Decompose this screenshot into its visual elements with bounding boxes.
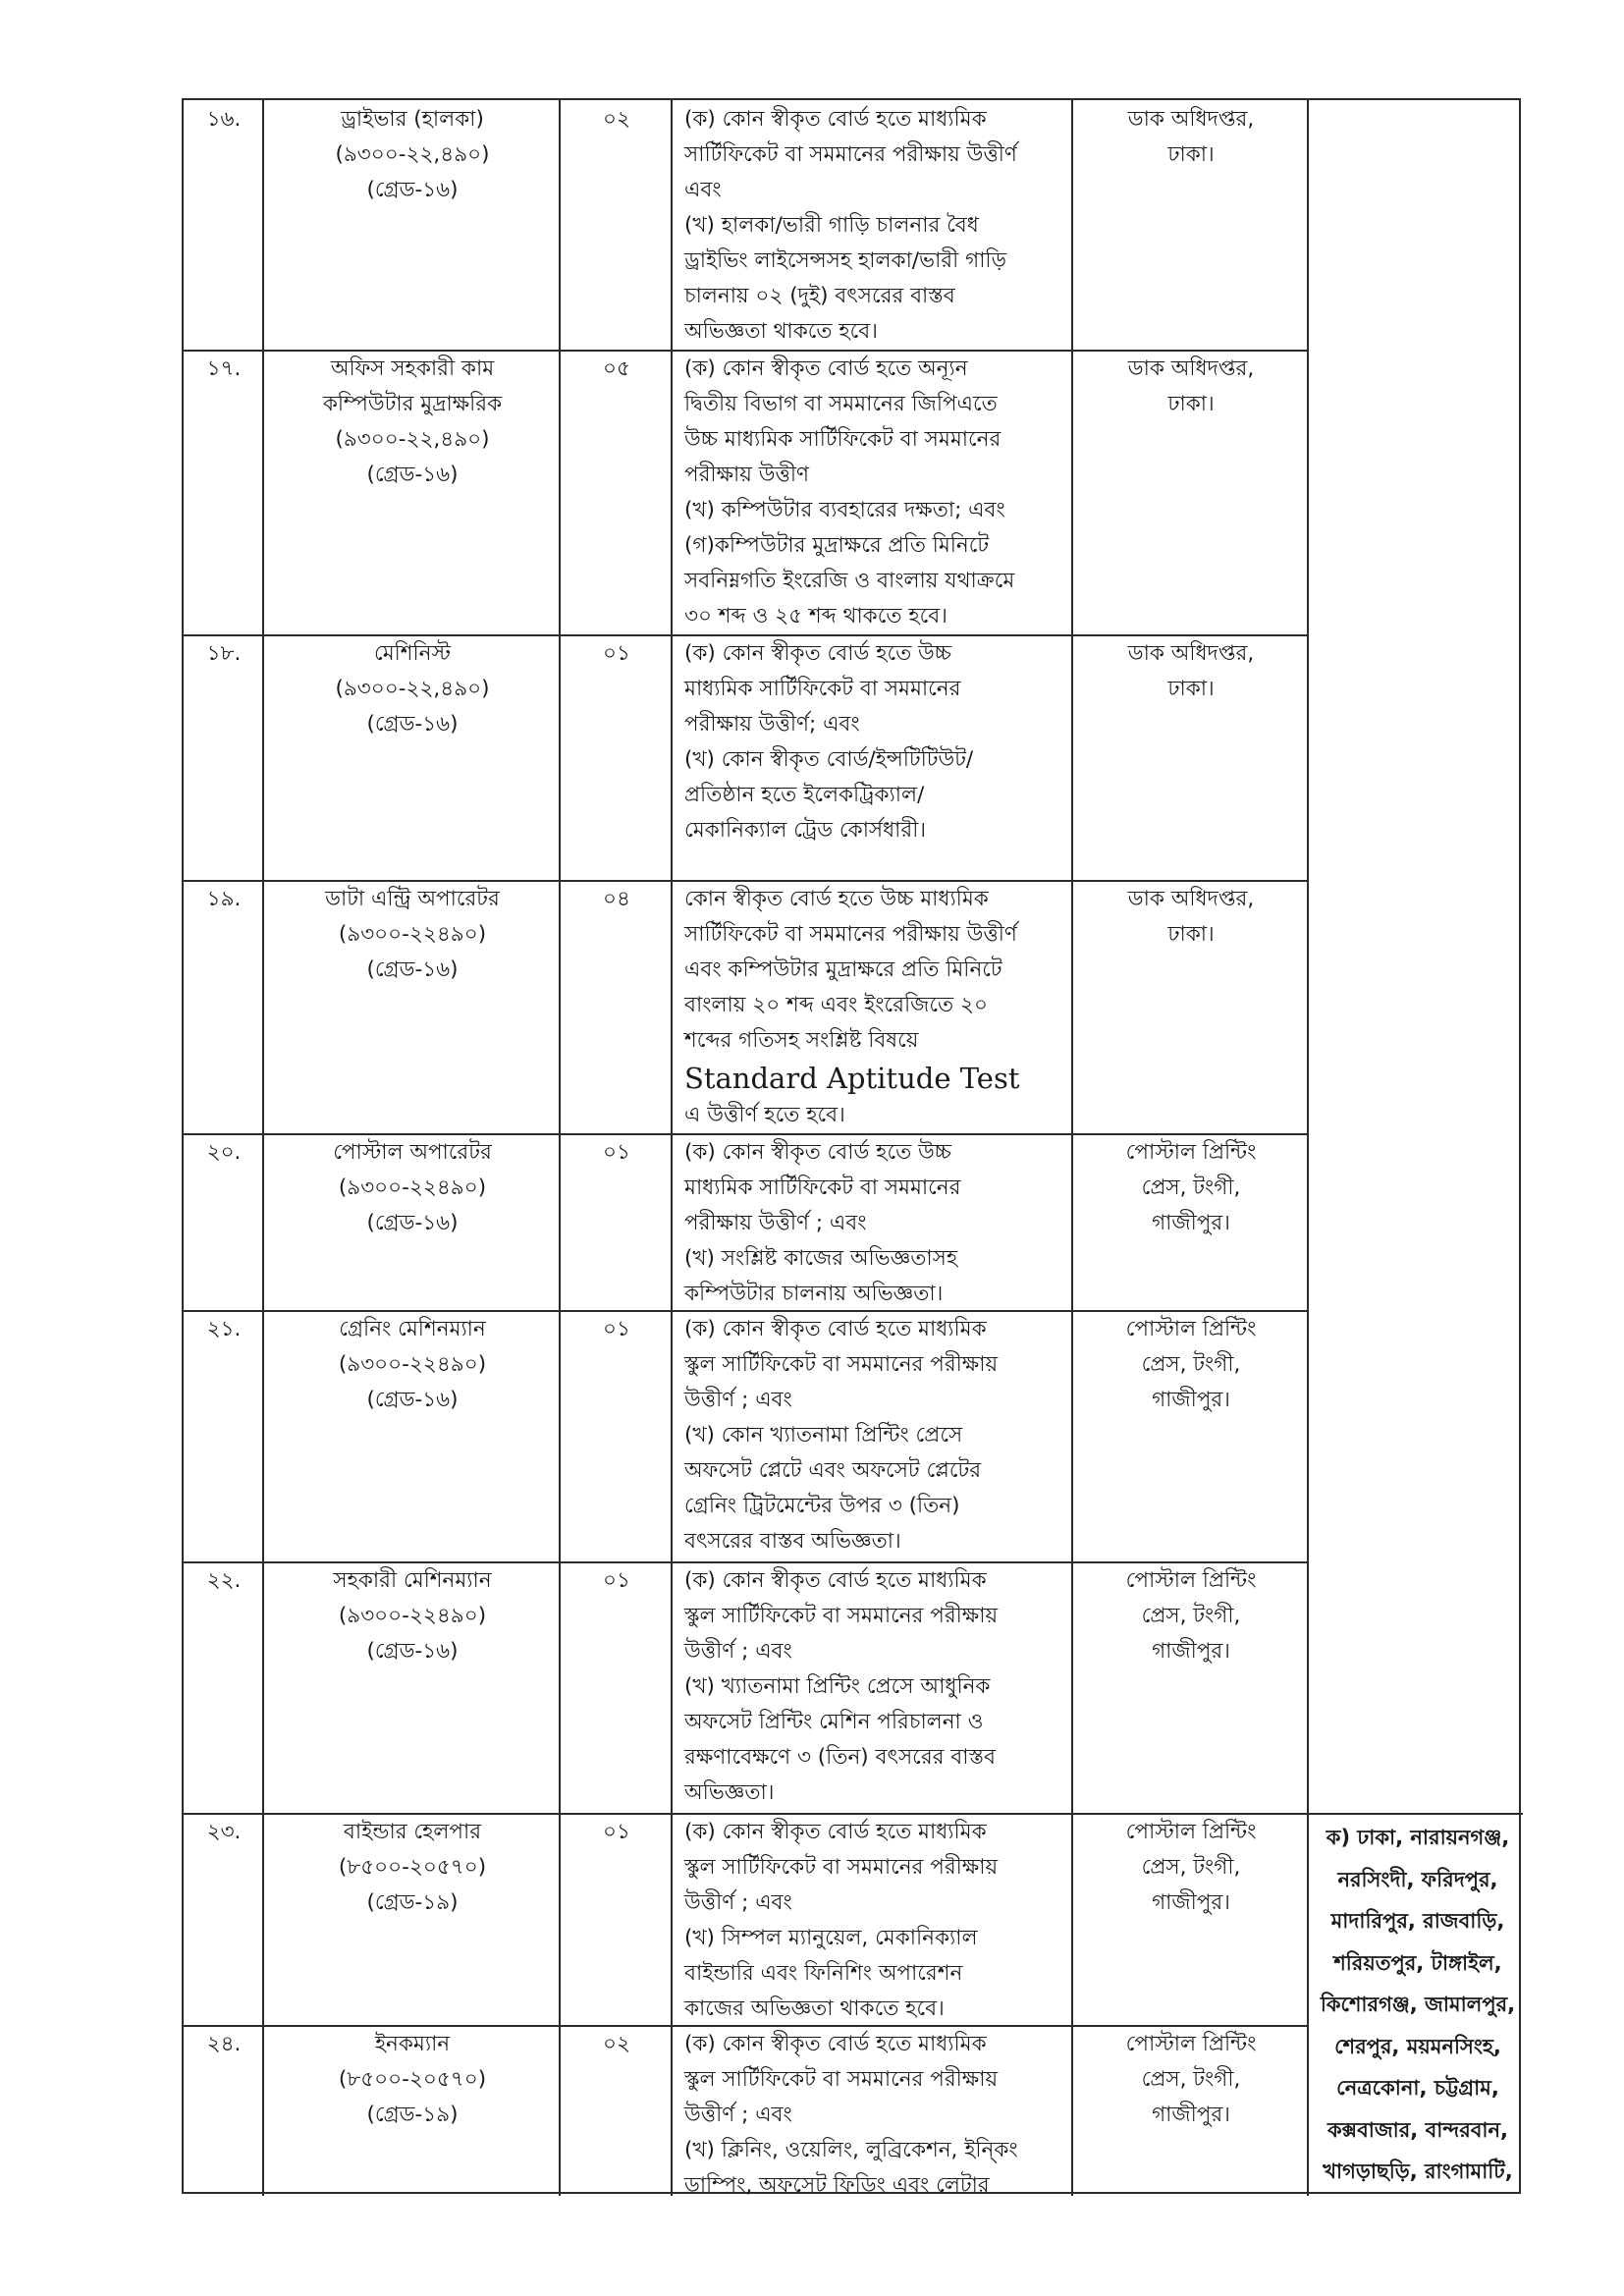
- district-line: মাদারিপুর, রাজবাড়ি,: [1330, 1909, 1505, 1933]
- grade: (গ্রেড-১৯): [366, 1890, 459, 1915]
- qualification-line: (ক) কোন স্বীকৃত বোর্ড হতে অন্যূন: [684, 356, 968, 381]
- pay-scale: (৮৫০০-২০৫৭০): [338, 2067, 487, 2092]
- serial-number: ২২.: [206, 1568, 242, 1593]
- serial-number: ১৬.: [206, 107, 242, 132]
- district-line: কক্সবাজার, বান্দরবান,: [1326, 2117, 1509, 2142]
- aptitude-test-label: Standard Aptitude Test: [684, 1062, 1020, 1095]
- qualification-line: মাধ্যমিক সার্টিফিকেট বা সমমানের: [684, 1175, 961, 1200]
- office-line: প্রেস, টংগী,: [1141, 1604, 1241, 1628]
- qualification-line: কাজের অভিজ্ঞতা থাকতে হবে।: [684, 1996, 945, 2021]
- district-line: নেত্রকোনা, চট্টগ্রাম,: [1336, 2076, 1499, 2100]
- post-name: [264, 1310, 561, 1418]
- qualification-line: মেকানিক্যাল ট্রেড কোর্সধারী।: [684, 818, 927, 843]
- office-line: পোস্টাল প্রিন্টিং: [1125, 1140, 1257, 1165]
- qualification-line: চালনায় ০২ (দুই) বৎসরের বাস্তব: [684, 284, 955, 308]
- grade: (গ্রেড-১৯): [366, 2103, 459, 2127]
- qualification-line: সবনিম্নগতি ইংরেজি ও বাংলায় যথাক্রমে: [684, 569, 1015, 593]
- qualification-line: স্কুল সার্টিফিকেট বা সমমানের পরীক্ষায়: [684, 1604, 999, 1628]
- qualification-line: অভিজ্ঞতা থাকতে হবে।: [684, 319, 878, 344]
- pay-scale: (৮৫০০-২০৫৭০): [338, 1855, 487, 1880]
- qualification-line: সার্টিফিকেট বা সমমানের পরীক্ষায় উত্তীর্ণ: [684, 142, 1017, 167]
- qualification: [673, 634, 1073, 848]
- pay-scale: (৯৩০০-২২৪৯০): [338, 1604, 487, 1628]
- serial-number: ২৪.: [206, 2032, 242, 2056]
- qualification-line: এ উত্তীর্ণ হতে হবে।: [684, 1103, 845, 1127]
- office-line: ঢাকা।: [1167, 922, 1215, 947]
- post-name: [264, 1133, 561, 1241]
- qualification-line: (খ) হালকা/ভারী গাড়ি চালনার বৈধ: [684, 213, 979, 238]
- office-line: গাজীপুর।: [1152, 2103, 1230, 2127]
- grade: (গ্রেড-১৬): [366, 1639, 459, 1664]
- pay-scale: (৯৩০০-২২,৪৯০): [335, 142, 490, 167]
- qualification: [673, 880, 1073, 1133]
- qualification-line: প্রতিষ্ঠান হতে ইলেকট্রিক্যাল/: [684, 783, 925, 807]
- qualification: [673, 1561, 1073, 1811]
- office-line: প্রেস, টংগী,: [1141, 2067, 1241, 2092]
- vacancy-table: [182, 98, 1521, 2198]
- qualification: [673, 1310, 1073, 1559]
- qualification-line: মাধ্যমিক সার্টিফিকেট বা সমমানের: [684, 677, 961, 701]
- office-line: প্রেস, টংগী,: [1141, 1175, 1241, 1200]
- office-line: ঢাকা।: [1167, 142, 1215, 167]
- post-count: ০১: [603, 1568, 630, 1593]
- serial-number: ১৮.: [206, 641, 242, 666]
- qualification-line: (খ) কোন স্বীকৃত বোর্ড/ইন্সটিটিউট/: [684, 747, 974, 772]
- post-count: ০১: [603, 1820, 630, 1844]
- office-line: ঢাকা।: [1167, 392, 1215, 416]
- office-line: ডাক অধিদপ্তর,: [1127, 641, 1255, 666]
- serial-number: ২০.: [206, 1140, 242, 1165]
- post-count: ০১: [603, 641, 630, 666]
- qualification-line: রক্ষণাবেক্ষণে ৩ (তিন) বৎসরের বাস্তব: [684, 1745, 996, 1770]
- qualification-line: (ক) কোন স্বীকৃত বোর্ড হতে মাধ্যমিক: [684, 1568, 987, 1593]
- qualification-line: বৎসরের বাস্তব অভিজ্ঞতা।: [684, 1529, 901, 1554]
- post-count: ০৪: [603, 887, 630, 911]
- grade: (গ্রেড-১৬): [366, 1211, 459, 1235]
- qualification-line: স্কুল সার্টিফিকেট বা সমমানের পরীক্ষায়: [684, 1352, 999, 1377]
- district-line: নরসিংদী, ফরিদপুর,: [1337, 1867, 1498, 1891]
- serial-number: ২১.: [206, 1317, 242, 1341]
- qualification-line: দ্বিতীয় বিভাগ বা সমমানের জিপিএতে: [684, 392, 998, 416]
- office-name: [1073, 634, 1309, 707]
- office-line: ঢাকা।: [1167, 677, 1215, 701]
- qualification-line: পরীক্ষায় উত্তীণ: [684, 463, 809, 487]
- qualification-line: (ক) কোন স্বীকৃত বোর্ড হতে উচ্চ: [684, 641, 952, 666]
- office-line: পোস্টাল প্রিন্টিং: [1125, 1317, 1257, 1341]
- qualification-line: (গ)কম্পিউটার মুদ্রাক্ষরে প্রতি মিনিটে: [684, 533, 990, 558]
- qualification-line: এবং: [684, 178, 722, 202]
- qualification-line: কোন স্বীকৃত বোর্ড হতে উচ্চ মাধ্যমিক: [684, 887, 989, 911]
- post-count: ০২: [603, 2032, 630, 2056]
- office-line: ডাক অধিদপ্তর,: [1127, 107, 1255, 132]
- qualification-line: উত্তীর্ণ ; এবং: [684, 1388, 792, 1412]
- qualification-line: পরীক্ষায় উত্তীর্ণ; এবং: [684, 712, 860, 737]
- qualification-line: (ক) কোন স্বীকৃত বোর্ড হতে উচ্চ: [684, 1140, 952, 1165]
- qualification-line: সার্টিফিকেট বা সমমানের পরীক্ষায় উত্তীর্ণ: [684, 922, 1017, 947]
- district-line: শেরপুর, ময়মনসিংহ,: [1334, 2034, 1501, 2058]
- post-title: কম্পিউটার মুদ্রাক্ষরিক: [322, 392, 503, 416]
- qualification-line: স্কুল সার্টিফিকেট বা সমমানের পরীক্ষায়: [684, 2067, 999, 2092]
- serial-number: ১৭.: [206, 356, 242, 381]
- qualification: [673, 1133, 1073, 1312]
- qualification: [673, 2025, 1073, 2204]
- grade: (গ্রেড-১৬): [366, 463, 459, 487]
- qualification-line: বাইন্ডারি এবং ফিনিশিং অপারেশন: [684, 1961, 963, 1986]
- office-line: পোস্টাল প্রিন্টিং: [1125, 1568, 1257, 1593]
- office-line: গাজীপুর।: [1152, 1890, 1230, 1915]
- office-name: [1073, 100, 1309, 173]
- office-name: [1073, 880, 1309, 953]
- office-line: গাজীপুর।: [1152, 1639, 1230, 1664]
- qualification-line: পরীক্ষায় উত্তীর্ণ ; এবং: [684, 1211, 867, 1235]
- qualification-line: বাংলায় ২০ শব্দ এবং ইংরেজিতে ২০: [684, 993, 988, 1017]
- office-name: [1073, 2025, 1309, 2133]
- qualification-line: এবং কম্পিউটার মুদ্রাক্ষরে প্রতি মিনিটে: [684, 957, 1002, 982]
- office-line: গাজীপুর।: [1152, 1211, 1230, 1235]
- grade: (গ্রেড-১৬): [366, 712, 459, 737]
- qualification-line: উত্তীর্ণ ; এবং: [684, 1890, 792, 1915]
- qualification: [673, 1813, 1073, 2027]
- post-name: [264, 100, 561, 208]
- office-line: গাজীপুর।: [1152, 1388, 1230, 1412]
- post-title: সহকারী মেশিনম্যান: [333, 1568, 492, 1593]
- qualification-line: (খ) ক্লিনিং, ওয়েলিং, লুব্রিকেশন, ইন্কিং: [684, 2138, 1018, 2162]
- office-line: প্রেস, টংগী,: [1141, 1352, 1241, 1377]
- post-title: পোস্টাল অপারেটর: [333, 1140, 492, 1165]
- pay-scale: (৯৩০০-২২৪৯০): [338, 1352, 487, 1377]
- qualification-line: (খ) খ্যাতনামা প্রিন্টিং প্রেসে আধুনিক: [684, 1674, 991, 1699]
- qualification-line: ৩০ শব্দ ও ২৫ শব্দ থাকতে হবে।: [684, 604, 947, 629]
- grade: (গ্রেড-১৬): [366, 1388, 459, 1412]
- post-name: [264, 350, 561, 493]
- post-title: গ্রেনিং মেশিনম্যান: [339, 1317, 486, 1341]
- office-name: [1073, 1310, 1309, 1418]
- office-line: পোস্টাল প্রিন্টিং: [1125, 2032, 1257, 2056]
- qualification-line: (ক) কোন স্বীকৃত বোর্ড হতে মাধ্যমিক: [684, 1317, 987, 1341]
- pay-scale: (৯৩০০-২২,৪৯০): [335, 677, 490, 701]
- post-title: বাইন্ডার হেলপার: [343, 1820, 482, 1844]
- pay-scale: (৯৩০০-২২,৪৯০): [335, 427, 490, 452]
- serial-number: ২৩.: [206, 1820, 242, 1844]
- grade: (গ্রেড-১৬): [366, 957, 459, 982]
- pay-scale: (৯৩০০-২২৪৯০): [338, 922, 487, 947]
- office-name: [1073, 1561, 1309, 1669]
- office-name: [1073, 350, 1309, 422]
- post-count: ০২: [603, 107, 630, 132]
- post-title: অফিস সহকারী কাম: [330, 356, 495, 381]
- post-title: ড্রাইভার (হালকা): [341, 107, 484, 132]
- post-count: ০৫: [603, 356, 630, 381]
- post-name: [264, 2025, 561, 2133]
- district-line: ক) ঢাকা, নারায়নগঞ্জ,: [1326, 1826, 1510, 1849]
- post-count: ০১: [603, 1140, 630, 1165]
- post-title: মেশিনিস্ট: [373, 641, 452, 666]
- office-line: প্রেস, টংগী,: [1141, 1855, 1241, 1880]
- qualification-line: (খ) সংশ্লিষ্ট কাজের অভিজ্ঞতাসহ: [684, 1246, 958, 1271]
- qualification-line: অফসেট প্রিন্টিং মেশিন পরিচালনা ও: [684, 1710, 984, 1734]
- qualification-line: শব্দের গতিসহ সংশ্লিষ্ট বিষয়ে: [684, 1028, 919, 1053]
- office-name: [1073, 1133, 1309, 1241]
- post-name: [264, 880, 561, 988]
- qualification: [673, 350, 1073, 634]
- post-title: ডাটা এন্ট্রি অপারেটর: [325, 887, 500, 911]
- qualification-line: স্কুল সার্টিফিকেট বা সমমানের পরীক্ষায়: [684, 1855, 999, 1880]
- qualification-line: উত্তীর্ণ ; এবং: [684, 1639, 792, 1664]
- eligible-districts: [1309, 1815, 1523, 2193]
- post-count: ০১: [603, 1317, 630, 1341]
- qualification-line: ড্রাইভিং লাইসেন্সসহ হালকা/ভারী গাড়ি: [684, 248, 1006, 273]
- grade: (গ্রেড-১৬): [366, 178, 459, 202]
- post-name: [264, 1813, 561, 1921]
- district-line: খাগড়াছড়ি, রাংগামাটি,: [1323, 2159, 1513, 2183]
- qualification-line: (খ) কোন খ্যাতনামা প্রিন্টিং প্রেসে: [684, 1423, 963, 1448]
- qualification-line: (খ) সিম্পল ম্যানুয়েল, মেকানিক্যাল: [684, 1926, 978, 1950]
- qualification: [673, 100, 1073, 350]
- qualification-line: (ক) কোন স্বীকৃত বোর্ড হতে মাধ্যমিক: [684, 107, 987, 132]
- qualification-line: (ক) কোন স্বীকৃত বোর্ড হতে মাধ্যমিক: [684, 1820, 987, 1844]
- qualification-line: উত্তীর্ণ ; এবং: [684, 2103, 792, 2127]
- office-name: [1073, 1813, 1309, 1921]
- qualification-line: ডাম্পিং, অফসেট ফিডিং এবং লেটার: [684, 2173, 990, 2198]
- office-line: ডাক অধিদপ্তর,: [1127, 887, 1255, 911]
- serial-number: ১৯.: [206, 887, 242, 911]
- qualification-line: অভিজ্ঞতা।: [684, 1780, 775, 1805]
- qualification-line: (খ) কম্পিউটার ব্যবহারের দক্ষতা; এবং: [684, 498, 1005, 522]
- office-line: পোস্টাল প্রিন্টিং: [1125, 1820, 1257, 1844]
- post-title: ইনকম্যান: [374, 2032, 451, 2056]
- qualification-line: গ্রেনিং ট্রিটমেন্টের উপর ৩ (তিন): [684, 1494, 960, 1518]
- qualification-line: অফসেট প্লেটে এবং অফসেট প্লেটের: [684, 1458, 982, 1483]
- pay-scale: (৯৩০০-২২৪৯০): [338, 1175, 487, 1200]
- qualification-line: উচ্চ মাধ্যমিক সার্টিফিকেট বা সমমানের: [684, 427, 1001, 452]
- post-name: [264, 634, 561, 742]
- qualification-line: (ক) কোন স্বীকৃত বোর্ড হতে মাধ্যমিক: [684, 2032, 987, 2056]
- district-line: শরিয়তপুর, টাঙ্গাইল,: [1333, 1950, 1502, 1975]
- district-line: কিশোরগঞ্জ, জামালপুর,: [1320, 1993, 1516, 2016]
- office-line: ডাক অধিদপ্তর,: [1127, 356, 1255, 381]
- qualification-line: কম্পিউটার চালনায় অভিজ্ঞতা।: [684, 1282, 944, 1306]
- post-name: [264, 1561, 561, 1669]
